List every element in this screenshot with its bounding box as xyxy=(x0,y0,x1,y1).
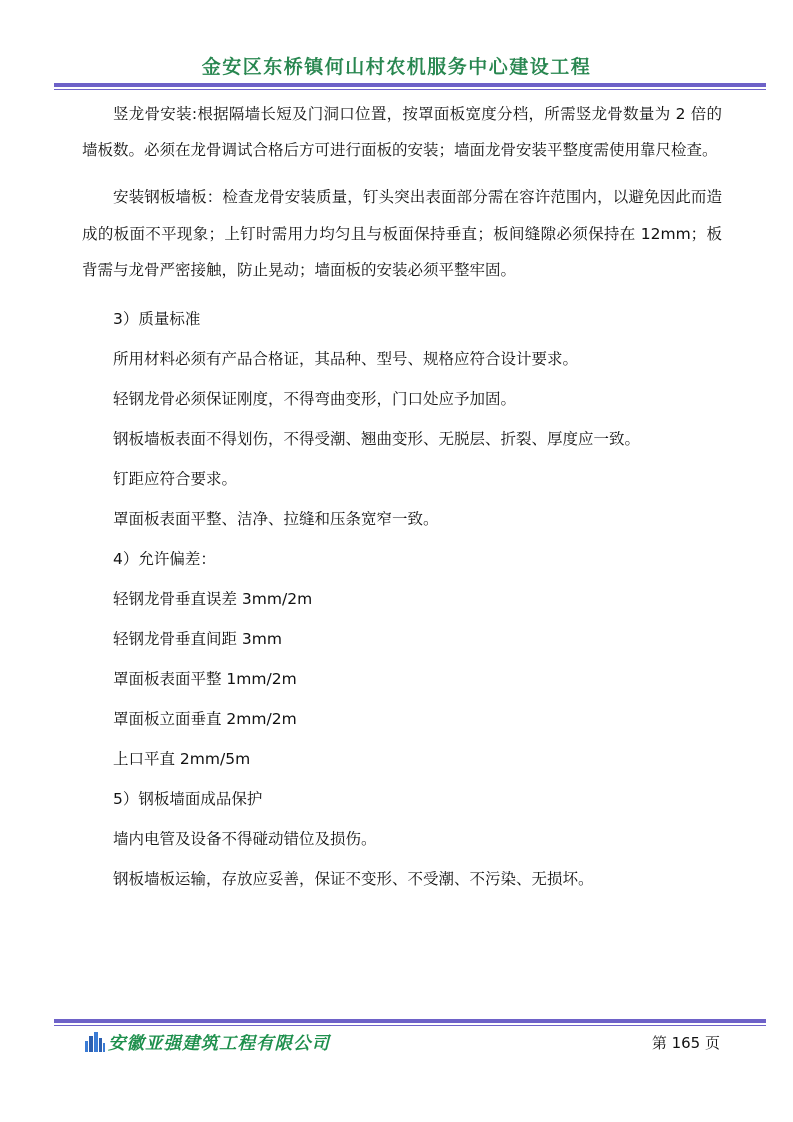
document-body xyxy=(82,96,722,899)
section-heading-quality: 3）质量标准 xyxy=(113,310,201,329)
footer-rule-thick xyxy=(54,1019,766,1023)
header-rule-thin xyxy=(54,89,766,90)
list-item: 上口平直 2mm/5m xyxy=(113,750,251,769)
building-logo-icon xyxy=(84,1032,106,1052)
list-item: 钢板墙板表面不得划伤，不得受潮、翘曲变形、无脱层、折裂、厚度应一致。 xyxy=(113,430,641,449)
list-item: 罩面板表面平整 1mm/2m xyxy=(113,670,297,689)
paragraph-keel-install: 竖龙骨安装:根据隔墙长短及门洞口位置，按罩面板宽度分档，所需竖龙骨数量为 2 倍的墙板数。必须在龙骨调试合格后方可进行面板的安装；墙面龙骨安装平整度需使用靠尺检查。 xyxy=(82,105,722,160)
list-item: 轻钢龙骨垂直间距 3mm xyxy=(113,630,282,649)
paragraph-board-install: 安装钢板墙板：检查龙骨安装质量，钉头突出表面部分需在容许范围内，以避免因此而造成的板面不平现象；上钉时需用力均匀且与板面保持垂直；板间缝隙必须保持在 12mm；板背需与龙骨严密接触，防止晃动；墙面板的安装必须平整牢固。 xyxy=(82,188,722,280)
list-item: 罩面板表面平整、洁净、拉缝和压条宽窄一致。 xyxy=(113,510,439,529)
list-item: 墙内电管及设备不得碰动错位及损伤。 xyxy=(113,830,377,849)
list-item: 所用材料必须有产品合格证，其品种、型号、规格应符合设计要求。 xyxy=(113,350,579,369)
page-number: 第 165 页 xyxy=(651,1034,720,1052)
section-heading-protection: 5）钢板墙面成品保护 xyxy=(113,790,263,809)
list-item: 钢板墙板运输，存放应妥善，保证不变形、不受潮、不污染、无损坏。 xyxy=(113,870,594,889)
header-title: 金安区东桥镇何山村农机服务中心建设工程 xyxy=(201,56,592,78)
footer-rule-thin xyxy=(54,1025,766,1026)
company-name: 安徽亚强建筑工程有限公司 xyxy=(108,1034,330,1054)
list-item: 轻钢龙骨垂直误差 3mm/2m xyxy=(113,590,313,609)
list-item: 罩面板立面垂直 2mm/2m xyxy=(113,710,297,729)
section-heading-tolerance: 4）允许偏差： xyxy=(113,550,216,569)
header-rule-thick xyxy=(54,83,766,87)
footer-bar xyxy=(84,1030,720,1056)
list-item: 钉距应符合要求。 xyxy=(113,470,238,489)
list-item: 轻钢龙骨必须保证刚度，不得弯曲变形，门口处应予加固。 xyxy=(113,390,517,409)
